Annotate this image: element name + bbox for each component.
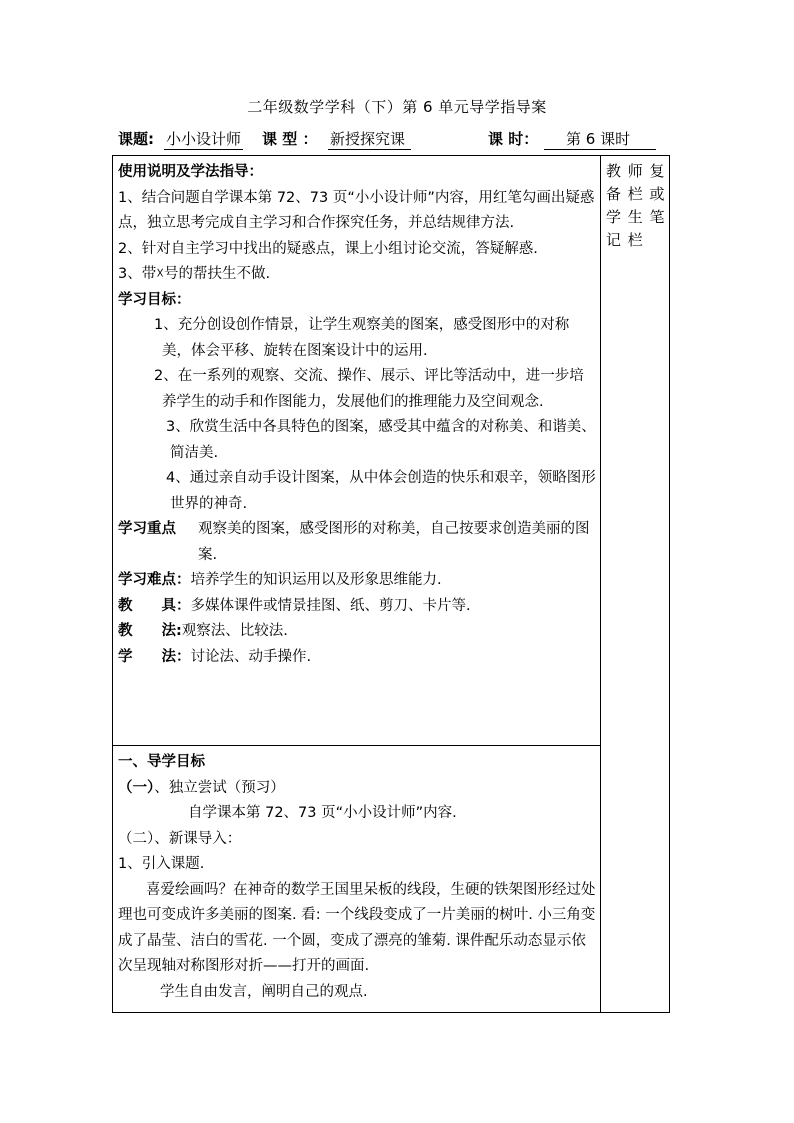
lesson-meta bbox=[118, 128, 678, 150]
learning-method-label: 学 法： bbox=[118, 648, 191, 665]
learning-method-text: 讨论法、动手操作. bbox=[190, 648, 312, 665]
goal-item: 3、欣赏生活中各具特色的图案，感受其中蕴含的对称美、和谐美、简洁美. bbox=[166, 419, 596, 461]
period-label: 课 时： bbox=[488, 130, 539, 148]
column-divider bbox=[600, 156, 601, 1012]
type-value: 新授探究课 bbox=[328, 128, 411, 150]
intro-paragraph: 喜爱绘画吗？在神奇的数学王国里呆板的线段，生硬的铁架图形经过处理也可变成许多美丽的图案. 看: 一个线段变成了一片美丽的树叶. 小三角变成了晶莹、洁白的雪花. 一个圆，变成了漂亮的雏菊. 课件配乐动态显示依次呈现轴对称图形对折——打开的画面. bbox=[118, 881, 596, 974]
usage-item: 2、针对自主学习中找出的疑惑点，课上小组讨论交流，答疑解惑. bbox=[118, 240, 538, 257]
subsection-2: （二）、新课导入： bbox=[118, 830, 242, 847]
topic-label: 课题: bbox=[118, 130, 154, 148]
instructions-cell bbox=[118, 160, 596, 670]
subsection-1-text: 、独立尝试（预习） bbox=[154, 779, 285, 796]
goal-item: 2、在一系列的观察、交流、操作、展示、评比等活动中，进一步培养学生的动手和作图能力，发展他们的推理能力及空间观念. bbox=[154, 368, 584, 410]
intro-item: 1、引入课题. bbox=[118, 856, 205, 872]
tools-label: 教 具： bbox=[118, 597, 191, 614]
subsection-1 bbox=[118, 776, 596, 802]
goal-item: 1、充分创设创作情景，让学生观察美的图案，感受图形中的对称美，体会平移、旋转在图案设计中的运用. bbox=[154, 317, 570, 359]
teaching-method bbox=[118, 619, 596, 645]
notes-column-header: 教 师 复 备 栏 或 学 生 笔 记 栏 bbox=[606, 162, 666, 249]
key-point-text: 观察美的图案，感受图形的对称美，自己按要求创造美丽的图案. bbox=[198, 521, 590, 563]
guide-heading: 一、导学目标 bbox=[118, 754, 205, 770]
tools bbox=[118, 594, 596, 620]
tools-text: 多媒体课件或情景挂图、纸、剪刀、卡片等. bbox=[190, 597, 471, 614]
topic-value: 小小设计师 bbox=[166, 130, 242, 148]
key-point-label: 学习重点 bbox=[118, 521, 176, 537]
teaching-method-label: 教 法: bbox=[118, 623, 182, 639]
teaching-method-text: 观察法、比较法. bbox=[181, 623, 288, 639]
period-value: 第 6 课时 bbox=[544, 128, 656, 150]
usage-item: 3、带☓号的帮扶生不做. bbox=[118, 266, 271, 282]
student-paragraph: 学生自由发言，阐明自己的观点. bbox=[160, 983, 368, 1000]
type-label: 课 型 ： bbox=[262, 130, 318, 148]
guide-cell bbox=[118, 750, 596, 1005]
learning-method bbox=[118, 645, 596, 671]
document-title: 二年级数学学科（下）第 6 单元导学指导案 bbox=[247, 98, 547, 116]
goals-heading: 学习目标： bbox=[118, 291, 191, 308]
lesson-table bbox=[112, 155, 670, 1013]
key-point bbox=[118, 517, 596, 568]
usage-heading: 使用说明及学法指导： bbox=[118, 164, 263, 180]
row-divider bbox=[113, 745, 600, 746]
difficulty-label: 学习难点： bbox=[118, 572, 191, 588]
subsection-1-label: （一） bbox=[118, 779, 155, 796]
difficulty-text: 培养学生的知识运用以及形象思维能力. bbox=[190, 572, 442, 588]
goal-item: 4、通过亲自动手设计图案，从中体会创造的快乐和艰辛，领略图形世界的神奇. bbox=[166, 470, 596, 512]
difficulty bbox=[118, 568, 596, 594]
preview-content: 自学课本第 72、73 页“小小设计师”内容. bbox=[188, 805, 457, 821]
usage-item: 1、结合问题自学课本第 72、73 页“小小设计师”内容，用红笔勾画出疑惑点，独立思考完成自主学习和合作探究任务，并总结规律方法. bbox=[118, 189, 595, 231]
